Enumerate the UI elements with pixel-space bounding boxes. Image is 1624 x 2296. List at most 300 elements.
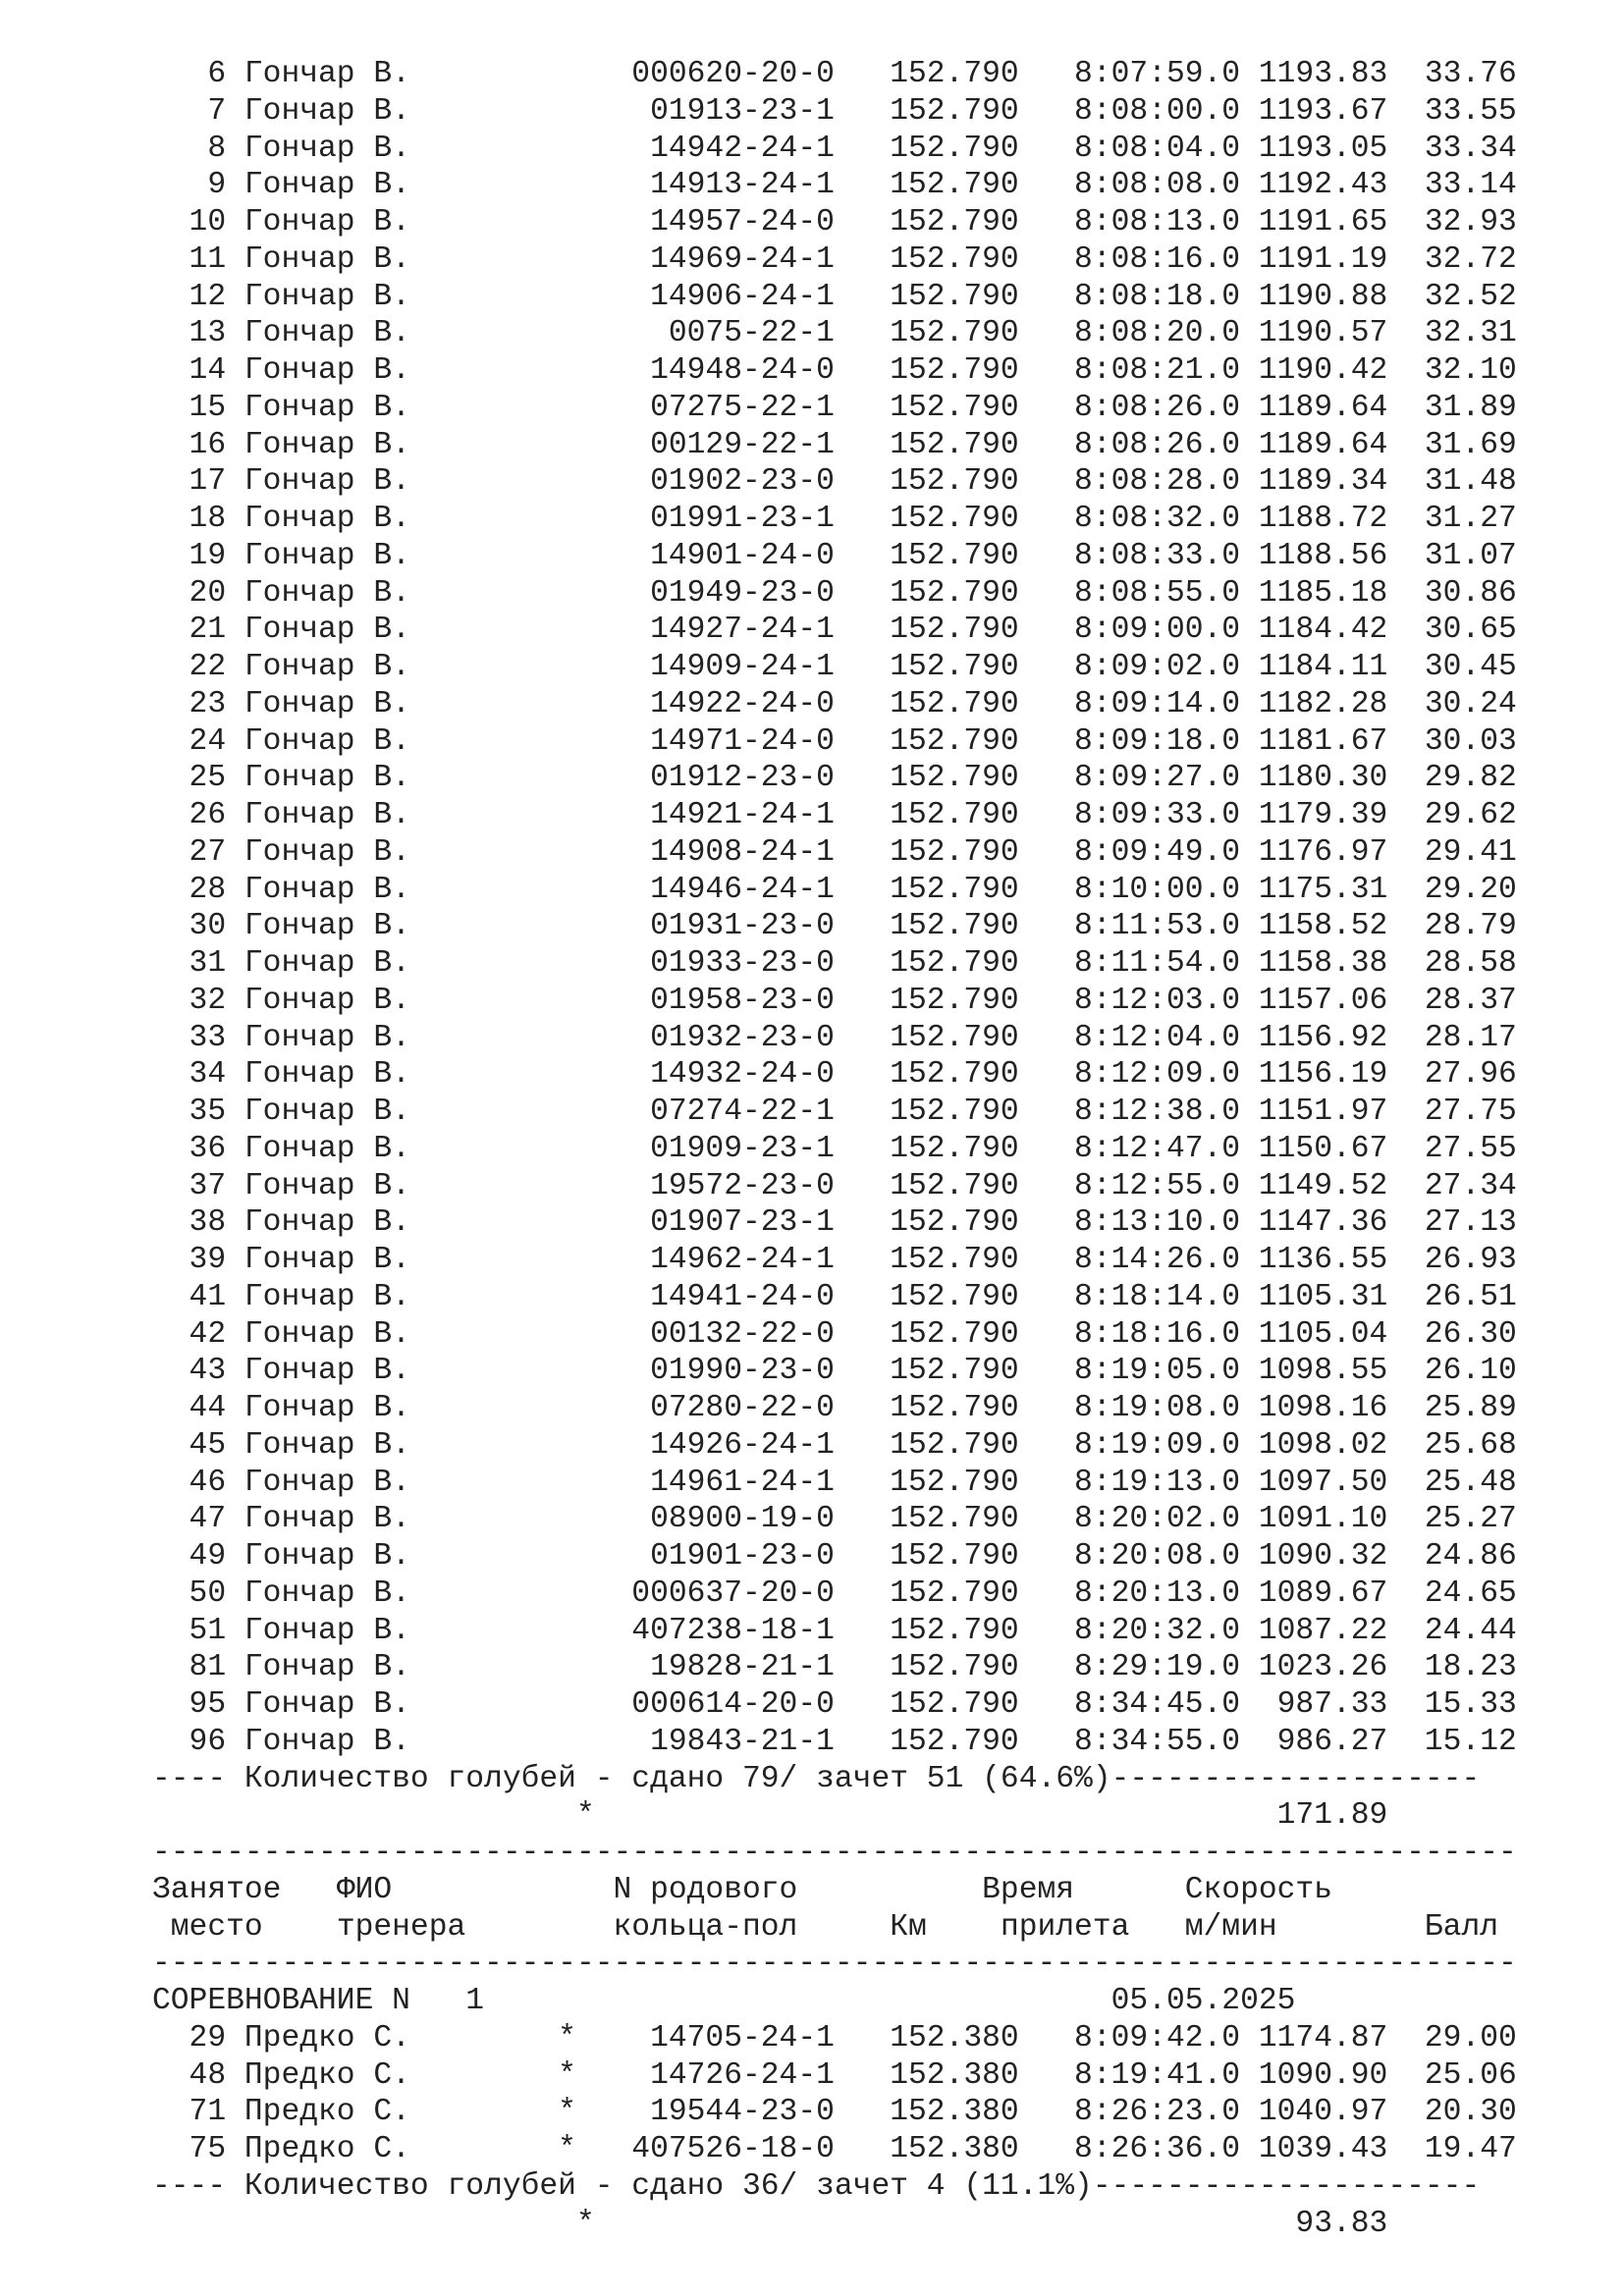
competition-line	[152, 1983, 1586, 2020]
cell-ring: 14941-24-0	[575, 1279, 835, 1314]
cell-place: 37	[152, 1168, 227, 1203]
cell-time: 8:19:08.0	[1018, 1391, 1241, 1425]
spacer	[429, 1984, 466, 2018]
cell-place: 15	[152, 390, 227, 425]
cell-place: 28	[152, 872, 227, 907]
cell-name: Гончар В.	[244, 1205, 521, 1241]
cell-speed: 1158.52	[1240, 909, 1388, 944]
cell-km: 152.790	[834, 650, 1019, 684]
cell-mark	[521, 650, 576, 684]
cell-speed: 1189.64	[1240, 427, 1388, 462]
cell-name: Гончар В.	[244, 353, 521, 388]
cell-score: 33.14	[1387, 168, 1517, 203]
cell-time: 8:10:00.0	[1018, 872, 1241, 907]
cell-time: 8:09:14.0	[1018, 686, 1241, 721]
cell-km: 152.790	[834, 279, 1019, 314]
cell-time: 8:07:59.0	[1018, 57, 1241, 91]
cell-score: 25.68	[1387, 1427, 1517, 1463]
table-row	[152, 390, 1586, 427]
cell-speed: 1193.05	[1240, 131, 1388, 166]
cell-km: 152.790	[834, 1168, 1019, 1203]
cell-name: Гончар В.	[244, 131, 521, 166]
cell-km: 152.790	[834, 1724, 1019, 1759]
col-speed-header: Скорость	[1184, 1872, 1332, 1907]
cell-ring: 14922-24-0	[575, 686, 835, 721]
cell-name: Гончар В.	[244, 798, 521, 832]
cell-km: 152.790	[834, 1391, 1019, 1425]
cell-name: Гончар В.	[244, 390, 521, 425]
cell-name: Гончар В.	[244, 1427, 521, 1463]
cell-score: 32.10	[1387, 353, 1517, 388]
cell-speed: 1192.43	[1240, 168, 1388, 203]
spacer	[226, 539, 244, 573]
spacer	[226, 1243, 244, 1277]
cell-km: 152.790	[834, 168, 1019, 203]
cell-mark	[521, 1466, 576, 1500]
cell-ring: 01913-23-1	[575, 93, 835, 129]
cell-speed: 1147.36	[1240, 1205, 1388, 1241]
cell-km: 152.790	[834, 538, 1019, 573]
cell-mark	[521, 1132, 576, 1166]
cell-score: 30.24	[1387, 686, 1517, 721]
table-row	[152, 575, 1586, 613]
cell-ring: 407526-18-0	[575, 2132, 835, 2166]
cell-mark	[521, 280, 576, 314]
cell-score: 28.58	[1387, 946, 1517, 981]
cell-km: 152.790	[834, 909, 1019, 944]
table-row	[152, 872, 1586, 909]
cell-speed: 1151.97	[1240, 1095, 1388, 1129]
cell-mark	[521, 316, 576, 350]
cell-score: 30.65	[1387, 613, 1517, 648]
cell-mark: *	[520, 2132, 576, 2166]
cell-name: Предко С.	[244, 2132, 521, 2166]
cell-mark	[521, 1095, 576, 1129]
cell-speed: 1105.04	[1240, 1316, 1388, 1352]
cell-ring: 01990-23-0	[575, 1354, 835, 1389]
cell-place: 48	[152, 2057, 227, 2093]
cell-speed: 1193.67	[1240, 93, 1388, 129]
cell-speed: 1091.10	[1240, 1502, 1388, 1537]
cell-score: 19.47	[1387, 2132, 1517, 2166]
cell-ring: 01901-23-0	[575, 1539, 835, 1574]
table-row	[152, 983, 1586, 1020]
col-time-header-2: прилета	[1000, 1909, 1185, 1945]
cell-speed: 1023.26	[1240, 1650, 1388, 1685]
col-time-header: Время	[982, 1872, 1185, 1907]
spacer	[226, 1428, 244, 1463]
cell-place: 41	[152, 1279, 227, 1314]
table-row	[152, 1538, 1586, 1575]
cell-name: Гончар В.	[244, 57, 521, 91]
section-1-rows	[152, 56, 1586, 1761]
table-row	[152, 204, 1586, 241]
cell-score: 31.69	[1387, 427, 1517, 462]
cell-score: 33.76	[1387, 57, 1517, 91]
cell-place: 27	[152, 834, 227, 870]
cell-mark	[521, 1539, 576, 1574]
spacer	[226, 984, 244, 1018]
table-row	[152, 2057, 1586, 2095]
cell-ring: 407238-18-1	[575, 1613, 835, 1648]
cell-speed: 1182.28	[1240, 686, 1388, 721]
spacer	[226, 1021, 244, 1055]
cell-time: 8:19:05.0	[1018, 1354, 1241, 1389]
cell-mark	[521, 761, 576, 795]
table-row	[152, 1465, 1586, 1502]
competition-number: 1	[465, 1984, 1111, 2018]
cell-name: Гончар В.	[244, 723, 521, 759]
cell-km: 152.790	[834, 1279, 1019, 1314]
cell-km: 152.790	[834, 1539, 1019, 1574]
cell-name: Гончар В.	[244, 1613, 521, 1648]
section-2-summary: ---- Количество голубей - сдано 36/ зачет 4 (11.1%)---------------------	[152, 2168, 1481, 2204]
cell-name: Гончар В.	[244, 464, 521, 500]
cell-speed: 986.27	[1240, 1724, 1388, 1759]
cell-mark	[521, 1687, 576, 1722]
cell-score: 32.93	[1387, 205, 1517, 240]
cell-name: Гончар В.	[244, 279, 521, 314]
cell-place: 23	[152, 686, 227, 721]
cell-ring: 01907-23-1	[575, 1205, 835, 1241]
cell-speed: 1039.43	[1240, 2132, 1388, 2166]
cell-km: 152.380	[834, 2057, 1019, 2093]
cell-speed: 1097.50	[1240, 1465, 1388, 1500]
competition-label: СОРЕВНОВАНИЕ N	[152, 1984, 429, 2018]
cell-ring: 14957-24-0	[575, 205, 835, 240]
cell-time: 8:09:27.0	[1018, 761, 1241, 796]
cell-speed: 1158.38	[1240, 946, 1388, 981]
cell-speed: 1175.31	[1240, 872, 1388, 907]
cell-ring: 19828-21-1	[575, 1650, 835, 1685]
cell-score: 29.41	[1387, 834, 1517, 870]
cell-place: 43	[152, 1354, 227, 1389]
cell-place: 71	[152, 2095, 227, 2130]
cell-name: Гончар В.	[244, 1575, 521, 1611]
cell-km: 152.790	[834, 723, 1019, 759]
cell-speed: 1185.18	[1240, 575, 1388, 611]
cell-name: Гончар В.	[244, 1131, 521, 1166]
cell-place: 42	[152, 1316, 227, 1352]
cell-km: 152.790	[834, 983, 1019, 1018]
cell-mark	[521, 1057, 576, 1092]
cell-place: 12	[152, 279, 227, 314]
cell-mark	[521, 1021, 576, 1055]
cell-place: 51	[152, 1613, 227, 1648]
cell-speed: 1087.22	[1240, 1613, 1388, 1648]
cell-ring: 14906-24-1	[575, 279, 835, 314]
cell-name: Гончар В.	[244, 1539, 521, 1574]
section-1-total-line	[152, 1797, 1586, 1835]
cell-place: 18	[152, 502, 227, 536]
col-name-header: ФИО	[336, 1872, 614, 1907]
cell-name: Гончар В.	[244, 650, 521, 684]
col-score-header-2: Балл	[1332, 1909, 1499, 1945]
cell-ring: 01931-23-0	[575, 909, 835, 944]
cell-name: Гончар В.	[244, 1391, 521, 1425]
cell-place: 22	[152, 650, 227, 684]
cell-ring: 14909-24-1	[575, 650, 835, 684]
table-row	[152, 797, 1586, 834]
spacer	[226, 1725, 244, 1759]
cell-ring: 14705-24-1	[575, 2020, 835, 2056]
table-row	[152, 2131, 1586, 2168]
cell-time: 8:08:28.0	[1018, 464, 1241, 500]
spacer	[226, 687, 244, 721]
table-row	[152, 1649, 1586, 1686]
cell-speed: 1040.97	[1240, 2095, 1388, 2130]
cell-mark	[521, 1169, 576, 1203]
cell-ring: 14913-24-1	[575, 168, 835, 203]
cell-km: 152.790	[834, 353, 1019, 388]
cell-ring: 14971-24-0	[575, 723, 835, 759]
col-km-header-2: Км	[890, 1909, 1001, 1945]
cell-time: 8:12:47.0	[1018, 1131, 1241, 1166]
section-2-rows	[152, 2020, 1586, 2168]
cell-name: Гончар В.	[244, 1724, 521, 1759]
spacer	[226, 946, 244, 981]
cell-mark	[521, 94, 576, 129]
cell-score: 33.34	[1387, 131, 1517, 166]
cell-place: 96	[152, 1724, 227, 1759]
cell-score: 15.12	[1387, 1724, 1517, 1759]
spacer	[226, 1576, 244, 1611]
spacer	[226, 1057, 244, 1092]
col-km-header	[835, 1873, 982, 1907]
cell-score: 31.27	[1387, 502, 1517, 536]
cell-mark	[521, 464, 576, 499]
table-row	[152, 1316, 1586, 1354]
cell-time: 8:34:45.0	[1018, 1687, 1241, 1722]
table-row	[152, 612, 1586, 649]
table-row	[152, 1575, 1586, 1613]
cell-place: 46	[152, 1465, 227, 1500]
cell-time: 8:34:55.0	[1018, 1724, 1241, 1759]
cell-ring: 01958-23-0	[575, 983, 835, 1018]
spacer	[226, 242, 244, 277]
cell-speed: 987.33	[1240, 1687, 1388, 1722]
cell-name: Гончар В.	[244, 686, 521, 721]
table-row	[152, 167, 1586, 204]
cell-time: 8:19:13.0	[1018, 1465, 1241, 1500]
cell-speed: 1193.83	[1240, 57, 1388, 91]
cell-time: 8:12:38.0	[1018, 1095, 1241, 1129]
cell-score: 26.51	[1387, 1279, 1517, 1314]
cell-speed: 1184.11	[1240, 650, 1388, 684]
cell-mark	[521, 724, 576, 759]
cell-km: 152.790	[834, 798, 1019, 832]
cell-mark	[521, 1502, 576, 1536]
cell-score: 24.86	[1387, 1539, 1517, 1574]
cell-speed: 1179.39	[1240, 798, 1388, 832]
col-place-header: Занятое	[152, 1872, 300, 1907]
table-row	[152, 501, 1586, 538]
cell-ring: 14948-24-0	[575, 353, 835, 388]
cell-km: 152.790	[834, 761, 1019, 796]
cell-mark	[521, 205, 576, 240]
cell-score: 24.44	[1387, 1613, 1517, 1648]
cell-time: 8:20:13.0	[1018, 1575, 1241, 1611]
cell-mark	[521, 1614, 576, 1648]
spacer	[226, 1391, 244, 1425]
cell-ring: 01949-23-0	[575, 575, 835, 611]
cell-name: Гончар В.	[244, 1502, 521, 1537]
cell-speed: 1191.65	[1240, 205, 1388, 240]
cell-place: 45	[152, 1427, 227, 1463]
col-score-header	[1332, 1873, 1517, 1907]
cell-km: 152.790	[834, 241, 1019, 277]
cell-place: 31	[152, 946, 227, 981]
table-row	[152, 352, 1586, 390]
table-row	[152, 649, 1586, 686]
cell-ring: 0075-22-1	[575, 316, 835, 351]
cell-score: 32.52	[1387, 279, 1517, 314]
spacer	[226, 1205, 244, 1240]
cell-speed: 1098.16	[1240, 1391, 1388, 1425]
cell-mark	[521, 1576, 576, 1611]
cell-place: 24	[152, 723, 227, 759]
cell-speed: 1191.19	[1240, 241, 1388, 277]
cell-score: 28.17	[1387, 1020, 1517, 1055]
spacer	[226, 2058, 244, 2093]
cell-name: Гончар В.	[244, 761, 521, 796]
cell-ring: 01902-23-0	[575, 464, 835, 500]
cell-km: 152.790	[834, 427, 1019, 462]
section-2-total-line	[152, 2206, 1586, 2243]
cell-km: 152.790	[834, 1205, 1019, 1241]
spacer	[226, 1280, 244, 1314]
cell-score: 27.75	[1387, 1095, 1517, 1129]
cell-place: 33	[152, 1020, 227, 1055]
cell-time: 8:11:54.0	[1018, 946, 1241, 981]
table-row	[152, 945, 1586, 983]
cell-mark	[521, 1725, 576, 1759]
cell-score: 27.96	[1387, 1057, 1517, 1093]
cell-ring: 19843-21-1	[575, 1724, 835, 1759]
cell-mark	[521, 1650, 576, 1684]
cell-score: 26.93	[1387, 1243, 1517, 1277]
cell-place: 29	[152, 2020, 227, 2056]
cell-place: 21	[152, 613, 227, 648]
spacer	[226, 502, 244, 536]
cell-km: 152.790	[834, 1354, 1019, 1389]
table-row	[152, 723, 1586, 761]
table-row	[152, 908, 1586, 945]
table-row	[152, 1501, 1586, 1538]
cell-ring: 14901-24-0	[575, 538, 835, 573]
cell-ring: 07275-22-1	[575, 390, 835, 425]
cell-place: 32	[152, 983, 227, 1018]
spacer	[226, 464, 244, 499]
cell-km: 152.790	[834, 1020, 1019, 1055]
cell-ring: 14932-24-0	[575, 1057, 835, 1093]
cell-score: 26.30	[1387, 1316, 1517, 1352]
cell-speed: 1188.72	[1240, 502, 1388, 536]
spacer	[226, 1132, 244, 1166]
cell-time: 8:26:23.0	[1018, 2095, 1241, 2130]
cell-score: 26.10	[1387, 1354, 1517, 1389]
cell-time: 8:08:13.0	[1018, 205, 1241, 240]
cell-km: 152.790	[834, 1465, 1019, 1500]
table-row	[152, 463, 1586, 501]
cell-score: 29.20	[1387, 872, 1517, 907]
cell-ring: 01932-23-0	[575, 1020, 835, 1055]
cell-km: 152.790	[834, 686, 1019, 721]
cell-place: 16	[152, 427, 227, 462]
cell-mark	[521, 57, 576, 91]
cell-place: 36	[152, 1131, 227, 1166]
cell-mark	[521, 873, 576, 907]
cell-name: Гончар В.	[244, 316, 521, 351]
cell-place: 34	[152, 1057, 227, 1093]
spacer	[226, 205, 244, 240]
cell-name: Гончар В.	[244, 1316, 521, 1352]
cell-time: 8:18:16.0	[1018, 1316, 1241, 1352]
table-row	[152, 427, 1586, 464]
cell-time: 8:13:10.0	[1018, 1205, 1241, 1241]
spacer	[226, 1095, 244, 1129]
cell-km: 152.790	[834, 1131, 1019, 1166]
cell-place: 25	[152, 761, 227, 796]
spacer	[226, 94, 244, 129]
cell-place: 7	[152, 93, 227, 129]
cell-ring: 14927-24-1	[575, 613, 835, 648]
cell-time: 8:08:00.0	[1018, 93, 1241, 129]
table-row	[152, 241, 1586, 279]
cell-km: 152.790	[834, 613, 1019, 648]
cell-time: 8:09:49.0	[1018, 834, 1241, 870]
header-line-1	[152, 1872, 1586, 1909]
cell-place: 26	[152, 798, 227, 832]
cell-km: 152.790	[834, 57, 1019, 91]
section-2-total: 93.83	[594, 2206, 1388, 2241]
header-rule-bottom: --------------------------------------------------------------------------	[152, 1947, 1517, 1982]
spacer	[226, 1169, 244, 1203]
section-1-summary: ---- Количество голубей - сдано 79/ зачет 51 (64.6%)--------------------	[152, 1761, 1481, 1796]
cell-km: 152.790	[834, 872, 1019, 907]
cell-km: 152.790	[834, 1316, 1019, 1352]
cell-km: 152.790	[834, 1502, 1019, 1537]
cell-place: 14	[152, 353, 227, 388]
cell-time: 8:08:33.0	[1018, 538, 1241, 573]
cell-km: 152.790	[834, 1427, 1019, 1463]
spacer	[226, 2021, 244, 2056]
cell-name: Предко С.	[244, 2095, 521, 2130]
cell-time: 8:08:18.0	[1018, 279, 1241, 314]
cell-score: 24.65	[1387, 1575, 1517, 1611]
table-row	[152, 1390, 1586, 1427]
cell-name: Гончар В.	[244, 909, 521, 944]
cell-place: 9	[152, 168, 227, 203]
cell-time: 8:14:26.0	[1018, 1243, 1241, 1277]
cell-score: 18.23	[1387, 1650, 1517, 1685]
cell-score: 29.82	[1387, 761, 1517, 796]
table-row	[152, 1613, 1586, 1650]
cell-place: 95	[152, 1687, 227, 1722]
cell-time: 8:20:08.0	[1018, 1539, 1241, 1574]
cell-mark	[521, 909, 576, 943]
cell-ring: 14908-24-1	[575, 834, 835, 870]
cell-mark	[521, 502, 576, 536]
header-rule-top: --------------------------------------------------------------------------	[152, 1836, 1517, 1870]
cell-km: 152.790	[834, 93, 1019, 129]
cell-score: 25.06	[1387, 2057, 1517, 2093]
cell-mark	[521, 576, 576, 611]
cell-speed: 1090.90	[1240, 2057, 1388, 2093]
cell-speed: 1181.67	[1240, 723, 1388, 759]
cell-ring: 01991-23-1	[575, 502, 835, 536]
cell-name: Гончар В.	[244, 168, 521, 203]
